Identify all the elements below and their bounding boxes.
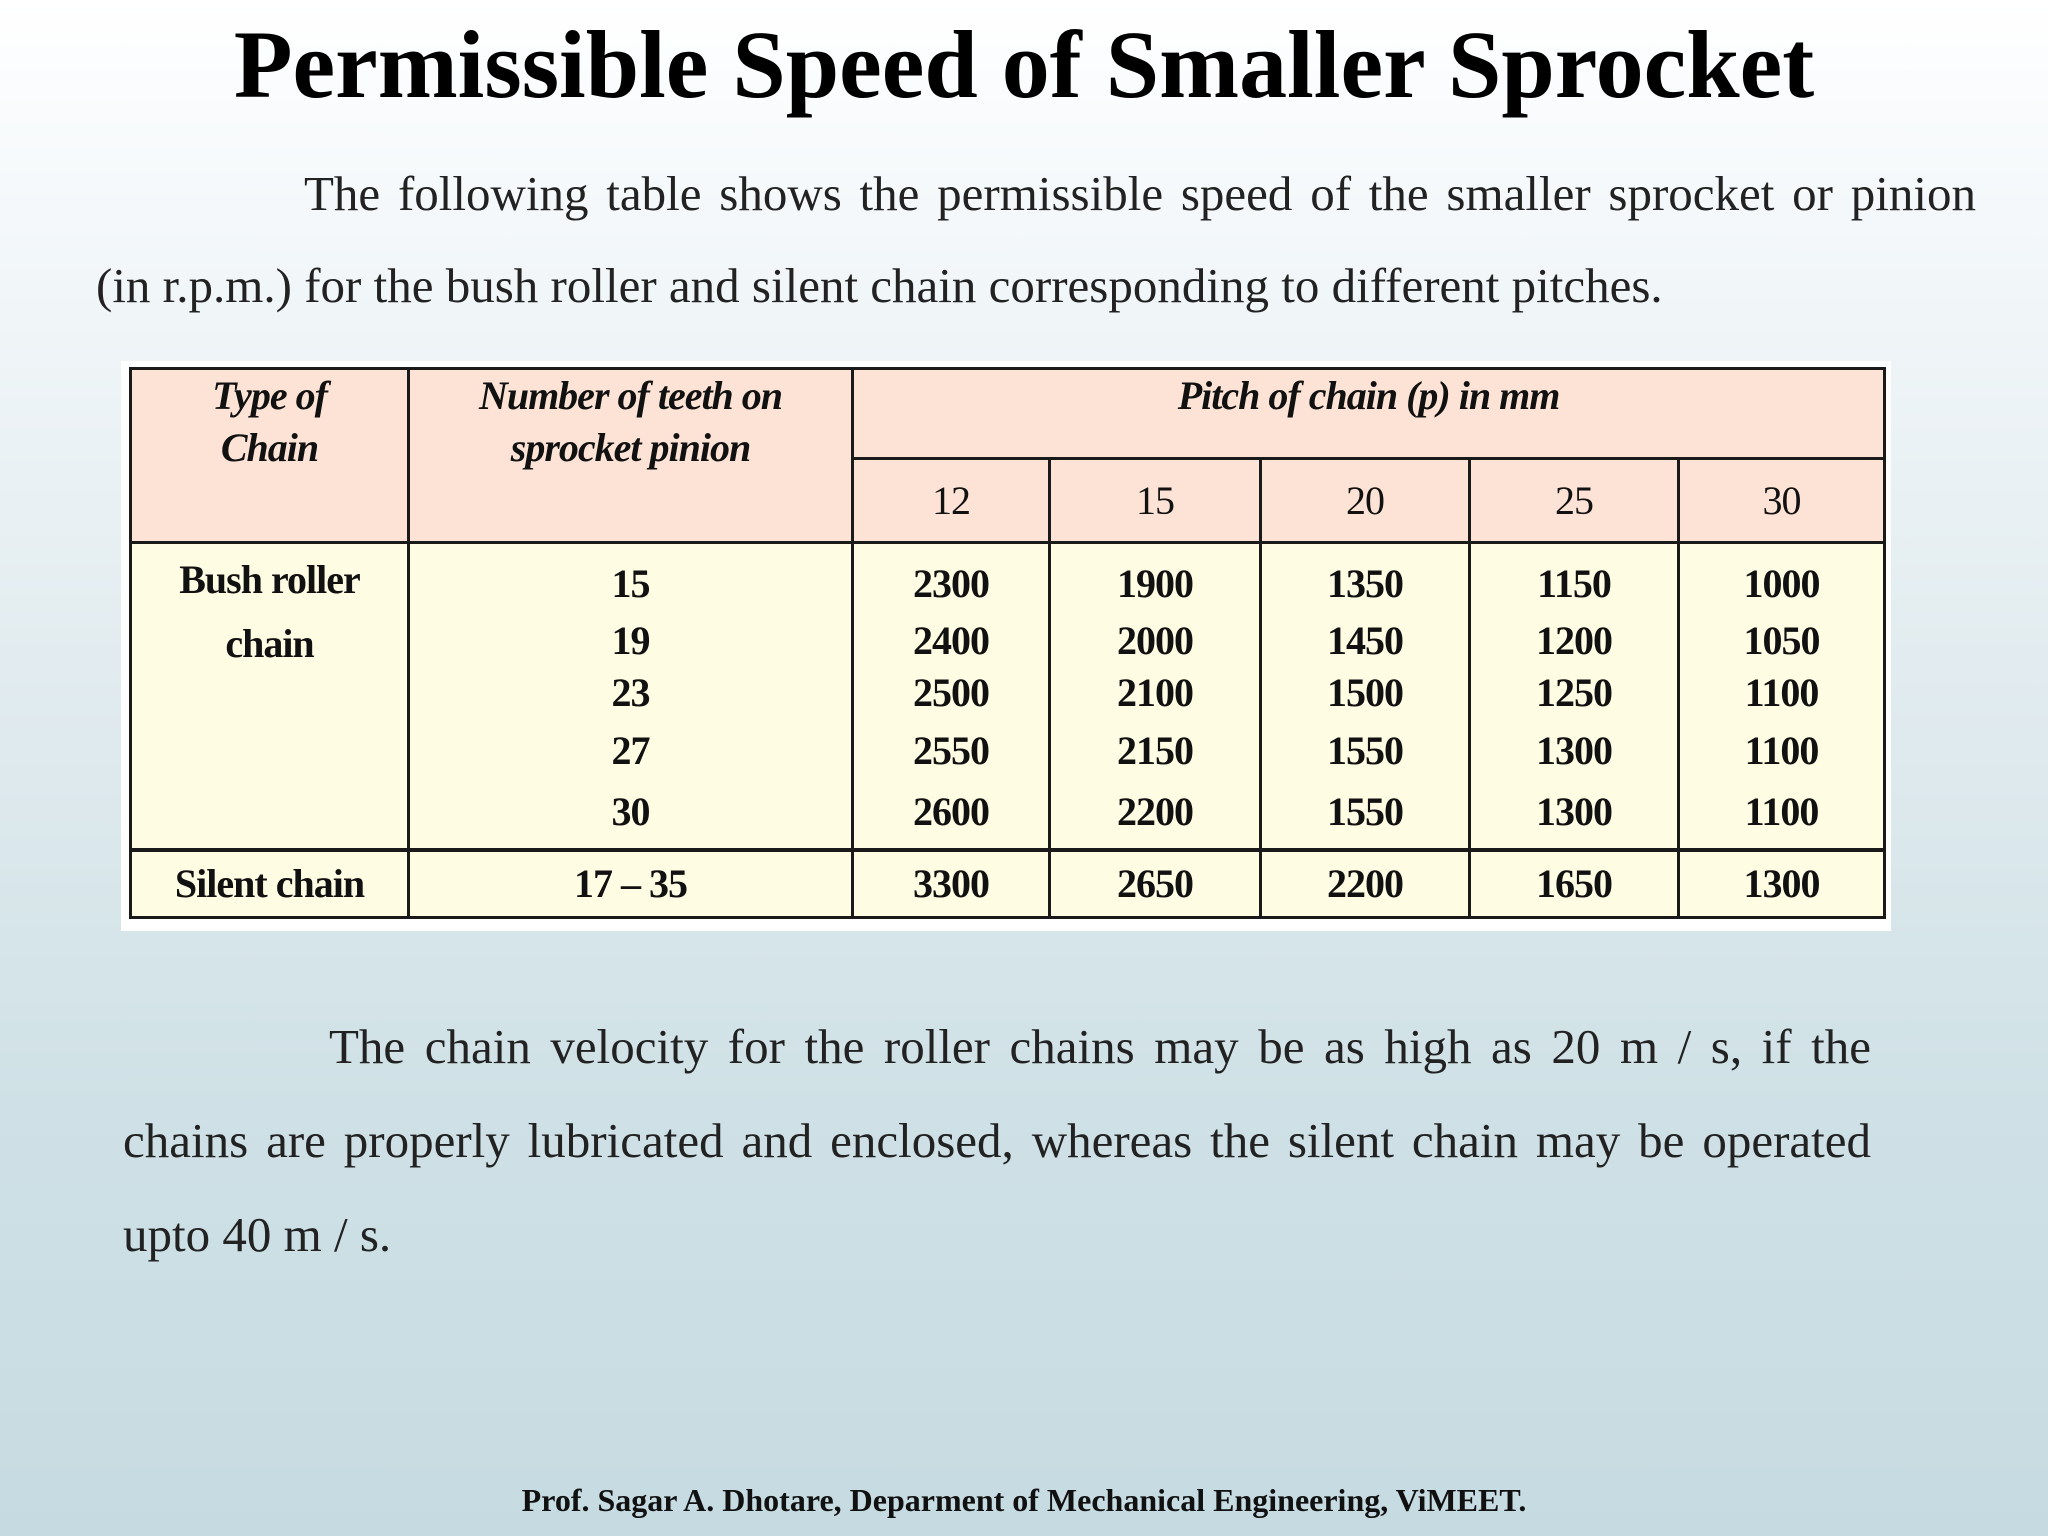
header-pitch-of-chain: Pitch of chain (p) in mm	[853, 369, 1885, 459]
header-number-of-teeth: Number of teeth on sprocket pinion	[409, 369, 853, 543]
silent-type-cell: Silent chain	[131, 850, 409, 918]
header-type-of-chain: Type of Chain	[131, 369, 409, 543]
silent-speed-cell: 3300	[853, 850, 1050, 918]
velocity-paragraph: The chain velocity for the roller chains may be as high as 20 m / s, if the chains are properly lubricated and enclosed, whereas the silent chain may be operated upto 40 m / s.	[123, 1019, 1871, 1262]
table-header-row	[131, 369, 1885, 459]
bush-speed-cell-30: 1000 1050 1100 1100 1100	[1679, 543, 1885, 850]
table-row-bush-roller	[131, 543, 1885, 850]
silent-speed-cell: 1650	[1470, 850, 1679, 918]
pitch-header: 20	[1261, 459, 1470, 543]
silent-teeth-cell: 17 – 35	[409, 850, 853, 918]
pitch-header: 15	[1050, 459, 1261, 543]
bush-teeth-cell: 15 19 23 27 30	[409, 543, 853, 850]
bush-roller-type-cell: Bush roller chain	[131, 543, 409, 850]
bush-speed-cell-20: 1350 1450 1500 1550 1550	[1261, 543, 1470, 850]
bush-speed-cell-12: 2300 2400 2500 2550 2600	[853, 543, 1050, 850]
silent-speed-cell: 2650	[1050, 850, 1261, 918]
silent-speed-cell: 1300	[1679, 850, 1885, 918]
bush-speed-cell-25: 1150 1200 1250 1300 1300	[1470, 543, 1679, 850]
speed-table-container	[121, 361, 1891, 931]
bush-speed-cell-15: 1900 2000 2100 2150 2200	[1050, 543, 1261, 850]
intro-paragraph: The following table shows the permissible speed of the smaller sprocket or pinion (in r.p.m.) for the bush roller and silent chain corresponding to different pitches.	[96, 166, 1976, 313]
table-row-silent-chain	[131, 850, 1885, 918]
pitch-header: 12	[853, 459, 1050, 543]
pitch-header: 25	[1470, 459, 1679, 543]
silent-speed-cell: 2200	[1261, 850, 1470, 918]
pitch-header: 30	[1679, 459, 1885, 543]
page-title: Permissible Speed of Smaller Sprocket	[233, 11, 1815, 118]
permissible-speed-table	[129, 367, 1886, 919]
footer-credit: Prof. Sagar A. Dhotare, Deparment of Mechanical Engineering, ViMEET.	[521, 1482, 1527, 1518]
